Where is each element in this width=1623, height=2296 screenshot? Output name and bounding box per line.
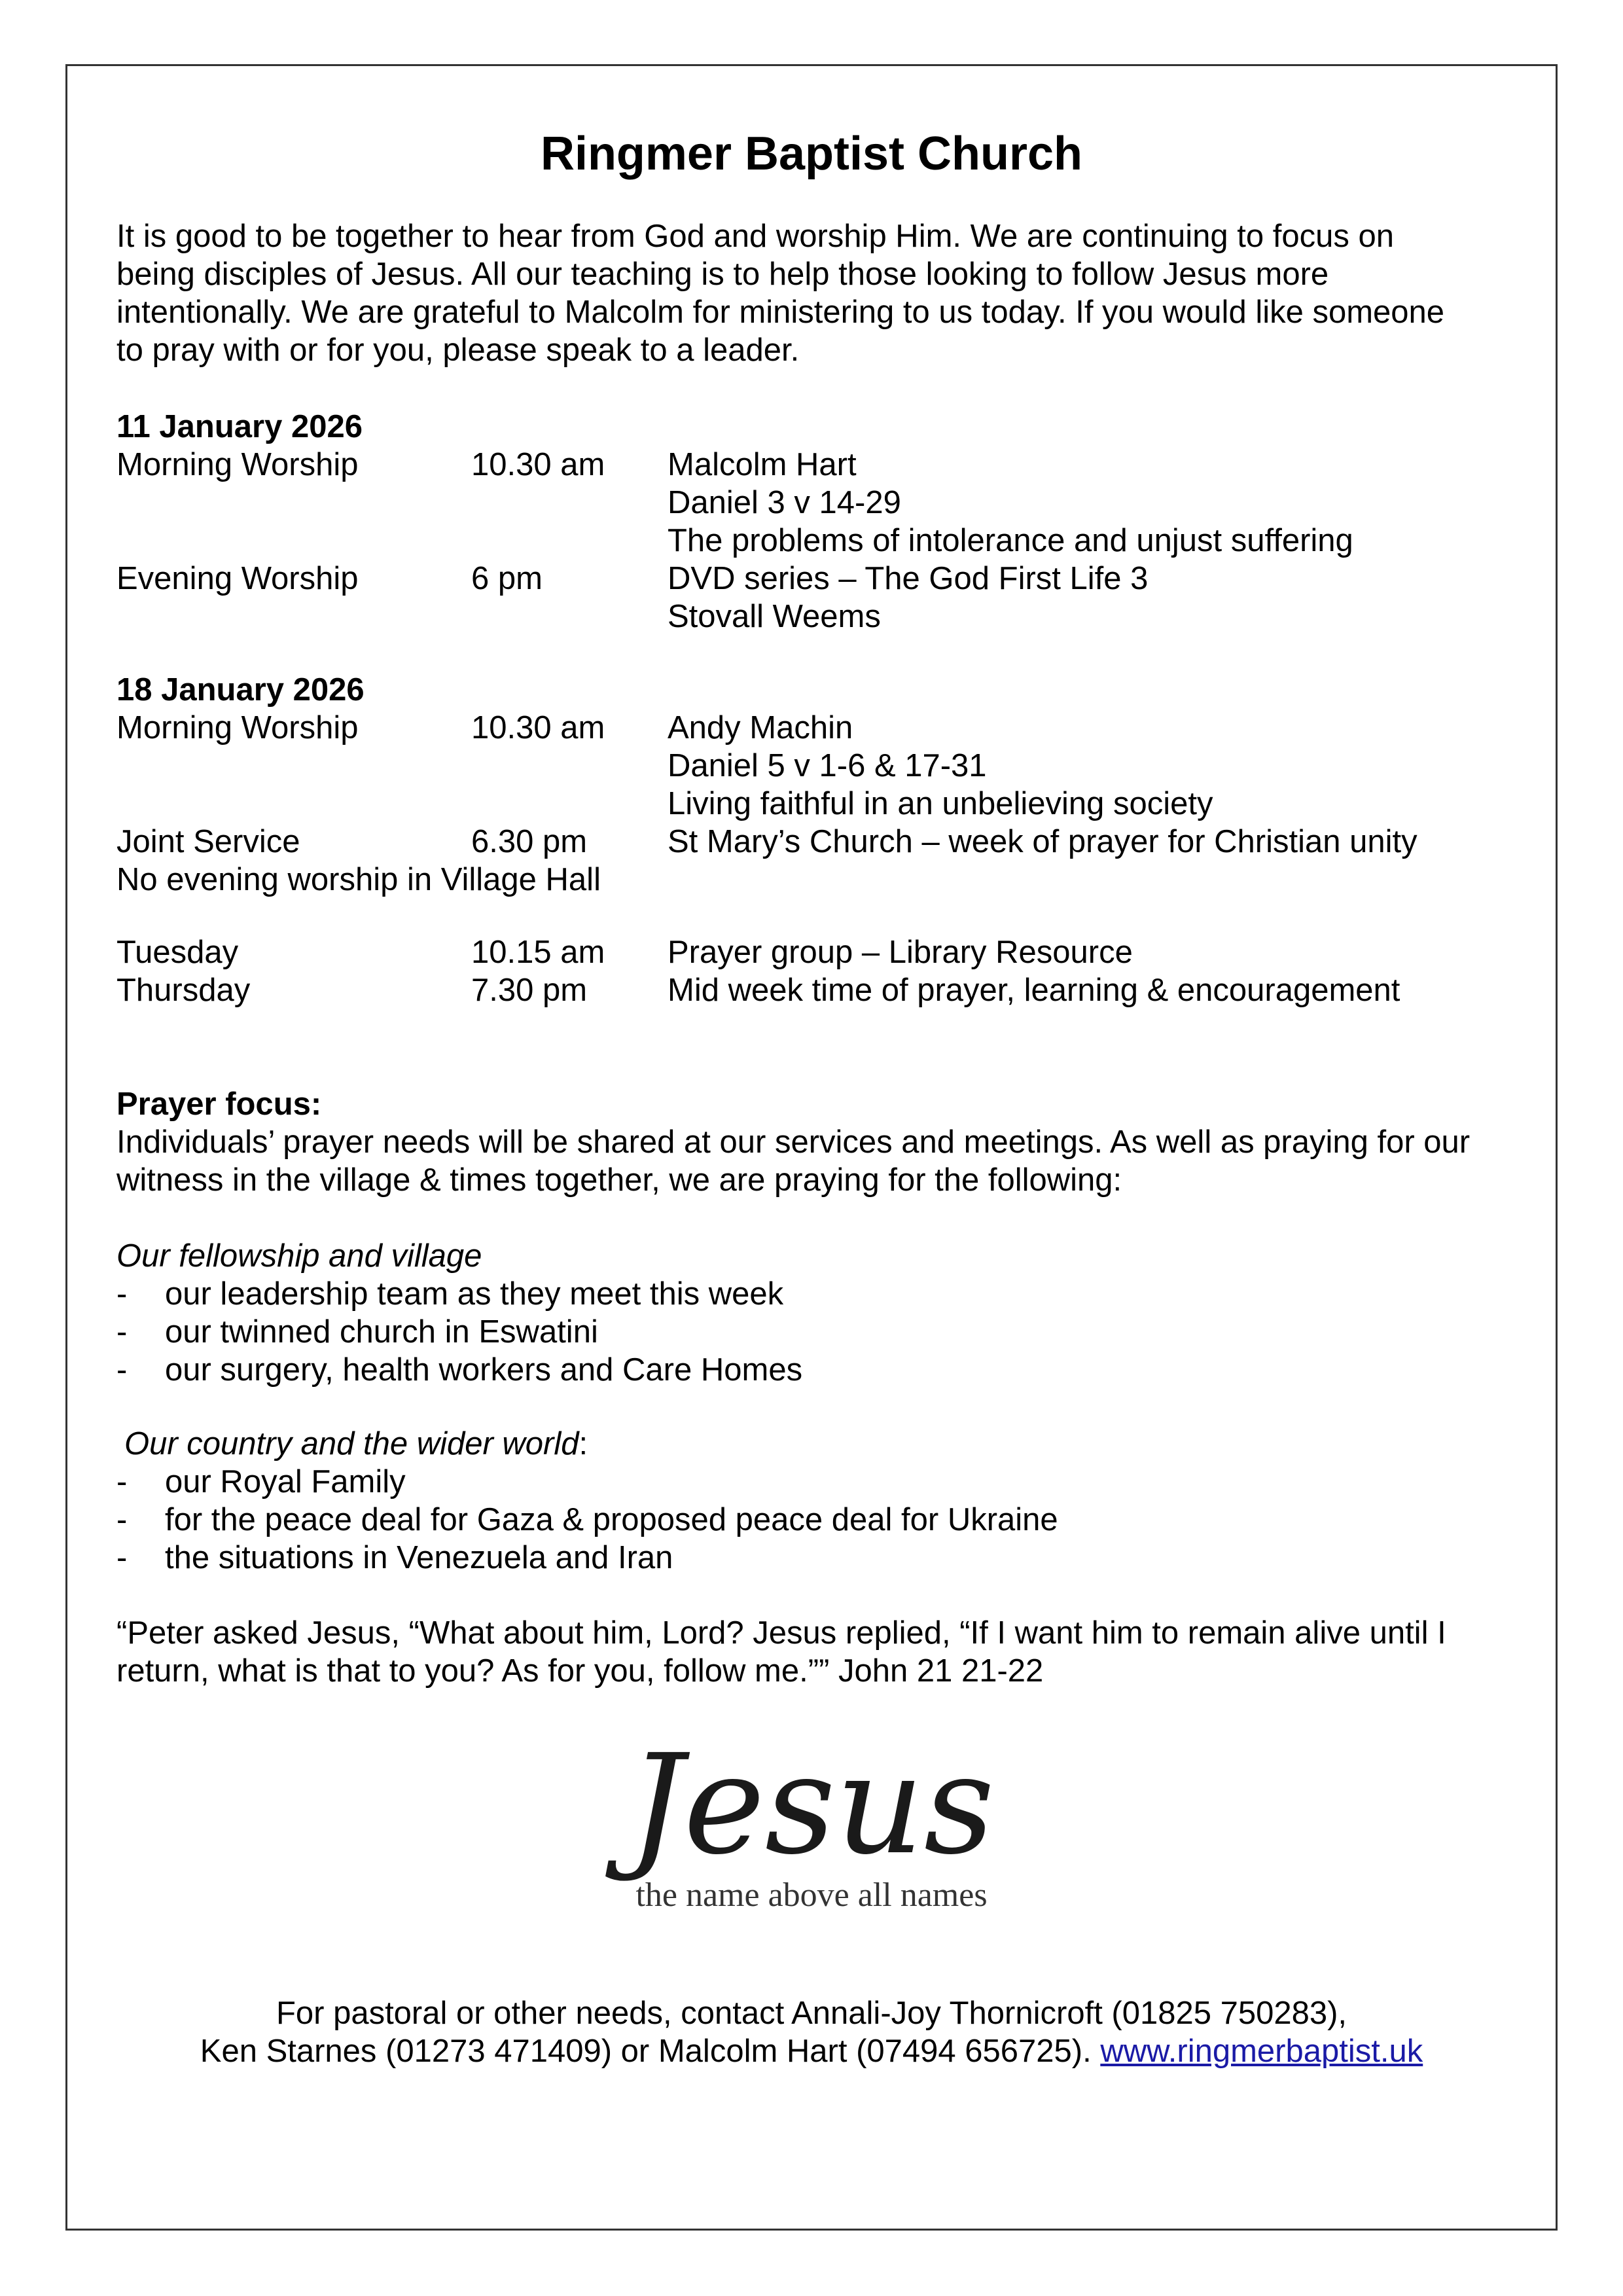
service-name: Joint Service xyxy=(116,824,300,859)
page-title: Ringmer Baptist Church xyxy=(540,128,1083,180)
logo-word: Jesus xyxy=(628,1728,995,1885)
fellowship-list xyxy=(116,1237,1524,1389)
service-detail: Daniel 3 v 14-29 xyxy=(668,485,901,520)
service-time: 6 pm xyxy=(471,561,543,596)
intro-line: intentionally. We are grateful to Malcolm for ministering to us today. If you would like someone xyxy=(116,295,1445,330)
list-item-text: for the peace deal for Gaza & proposed peace deal for Ukraine xyxy=(165,1502,1058,1537)
schedule-section-jan-11 xyxy=(116,408,1524,636)
service-name: Morning Worship xyxy=(116,447,359,482)
list-dash: - xyxy=(116,1352,128,1388)
list-dash: - xyxy=(116,1540,128,1575)
service-detail: Stovall Weems xyxy=(668,599,881,634)
prayer-line: Individuals’ prayer needs will be shared at our services and meetings. As well as praying for our xyxy=(116,1124,1471,1160)
service-detail: Malcolm Hart xyxy=(668,447,857,482)
service-detail: Living faithful in an unbelieving society xyxy=(668,786,1213,821)
weekly-meetings xyxy=(116,933,1524,1009)
meeting-day: Tuesday xyxy=(116,935,239,970)
meeting-time: 7.30 pm xyxy=(471,973,588,1008)
contact-line-2 xyxy=(0,2032,1623,2070)
service-time: 6.30 pm xyxy=(471,824,588,859)
service-name: Evening Worship xyxy=(116,561,359,596)
list-item-text: our leadership team as they meet this week xyxy=(165,1276,784,1312)
list-dash: - xyxy=(116,1464,128,1499)
schedule-row xyxy=(116,823,1524,861)
schedule-section-jan-18 xyxy=(116,671,1524,899)
list-item xyxy=(116,1275,1524,1313)
schedule-date: 18 January 2026 xyxy=(116,672,365,708)
list-item-text: our surgery, health workers and Care Homes xyxy=(165,1352,803,1388)
schedule-row xyxy=(116,933,1524,971)
meeting-detail: Mid week time of prayer, learning & encouragement xyxy=(668,973,1400,1008)
list-item xyxy=(116,1313,1524,1351)
list-item-text: our Royal Family xyxy=(165,1464,406,1499)
schedule-row xyxy=(116,709,1524,747)
service-detail: The problems of intolerance and unjust suffering xyxy=(668,523,1353,558)
logo-tagline: the name above all names xyxy=(635,1876,988,1914)
prayer-focus xyxy=(116,1085,1524,1199)
schedule-row xyxy=(116,484,1524,522)
contact-line-text: Ken Starnes (01273 471409) or Malcolm Hart (07494 656725). xyxy=(200,2034,1092,2069)
meeting-day: Thursday xyxy=(116,973,251,1008)
service-time: 10.30 am xyxy=(471,710,605,745)
service-detail: Daniel 5 v 1-6 & 17-31 xyxy=(668,748,987,783)
contact-line: For pastoral or other needs, contact Annali-Joy Thornicroft (01825 750283), xyxy=(276,1996,1347,2031)
schedule-row xyxy=(116,747,1524,785)
list-item xyxy=(116,1501,1524,1539)
schedule-note: No evening worship in Village Hall xyxy=(116,862,601,897)
list-item xyxy=(116,1463,1524,1501)
service-time: 10.30 am xyxy=(471,447,605,482)
intro-paragraph xyxy=(116,217,1510,369)
list-dash: - xyxy=(116,1502,128,1537)
list-item-text: the situations in Venezuela and Iran xyxy=(165,1540,673,1575)
country-heading-colon: : xyxy=(579,1426,588,1462)
service-detail: DVD series – The God First Life 3 xyxy=(668,561,1149,596)
prayer-line: witness in the village & times together, we are praying for the following: xyxy=(116,1162,1122,1198)
prayer-heading: Prayer focus: xyxy=(116,1086,322,1122)
scripture-quote xyxy=(116,1614,1524,1690)
schedule-row xyxy=(116,446,1524,484)
service-name: Morning Worship xyxy=(116,710,359,745)
schedule-row xyxy=(116,785,1524,823)
schedule-row xyxy=(116,560,1524,598)
quote-line: “Peter asked Jesus, “What about him, Lord? Jesus replied, “If I want him to remain alive until I xyxy=(116,1615,1446,1651)
meeting-detail: Prayer group – Library Resource xyxy=(668,935,1133,970)
intro-line: to pray with or for you, please speak to a leader. xyxy=(116,332,800,368)
fellowship-heading: Our fellowship and village xyxy=(116,1238,482,1274)
country-list xyxy=(116,1425,1524,1577)
quote-line: return, what is that to you? As for you, follow me.”” John 21 21-22 xyxy=(116,1653,1044,1689)
schedule-date: 11 January 2026 xyxy=(116,409,363,444)
list-item xyxy=(116,1539,1524,1577)
country-heading-row xyxy=(116,1425,1524,1463)
contact-footer xyxy=(0,1994,1623,2070)
list-item-text: our twinned church in Eswatini xyxy=(165,1314,598,1350)
service-detail: Andy Machin xyxy=(668,710,853,745)
service-detail: St Mary’s Church – week of prayer for Christian unity xyxy=(668,824,1418,859)
intro-line: It is good to be together to hear from God and worship Him. We are continuing to focus on xyxy=(116,219,1395,254)
website-link[interactable]: www.ringmerbaptist.uk xyxy=(1100,2034,1423,2069)
intro-line: being disciples of Jesus. All our teaching is to help those looking to follow Jesus more xyxy=(116,257,1329,292)
schedule-row xyxy=(116,598,1524,636)
list-dash: - xyxy=(116,1276,128,1312)
country-heading: Our country and the wider world xyxy=(124,1426,579,1462)
jesus-logo xyxy=(563,1728,1060,1924)
schedule-row xyxy=(116,971,1524,1009)
schedule-row xyxy=(116,522,1524,560)
meeting-time: 10.15 am xyxy=(471,935,605,970)
list-item xyxy=(116,1351,1524,1389)
list-dash: - xyxy=(116,1314,128,1350)
